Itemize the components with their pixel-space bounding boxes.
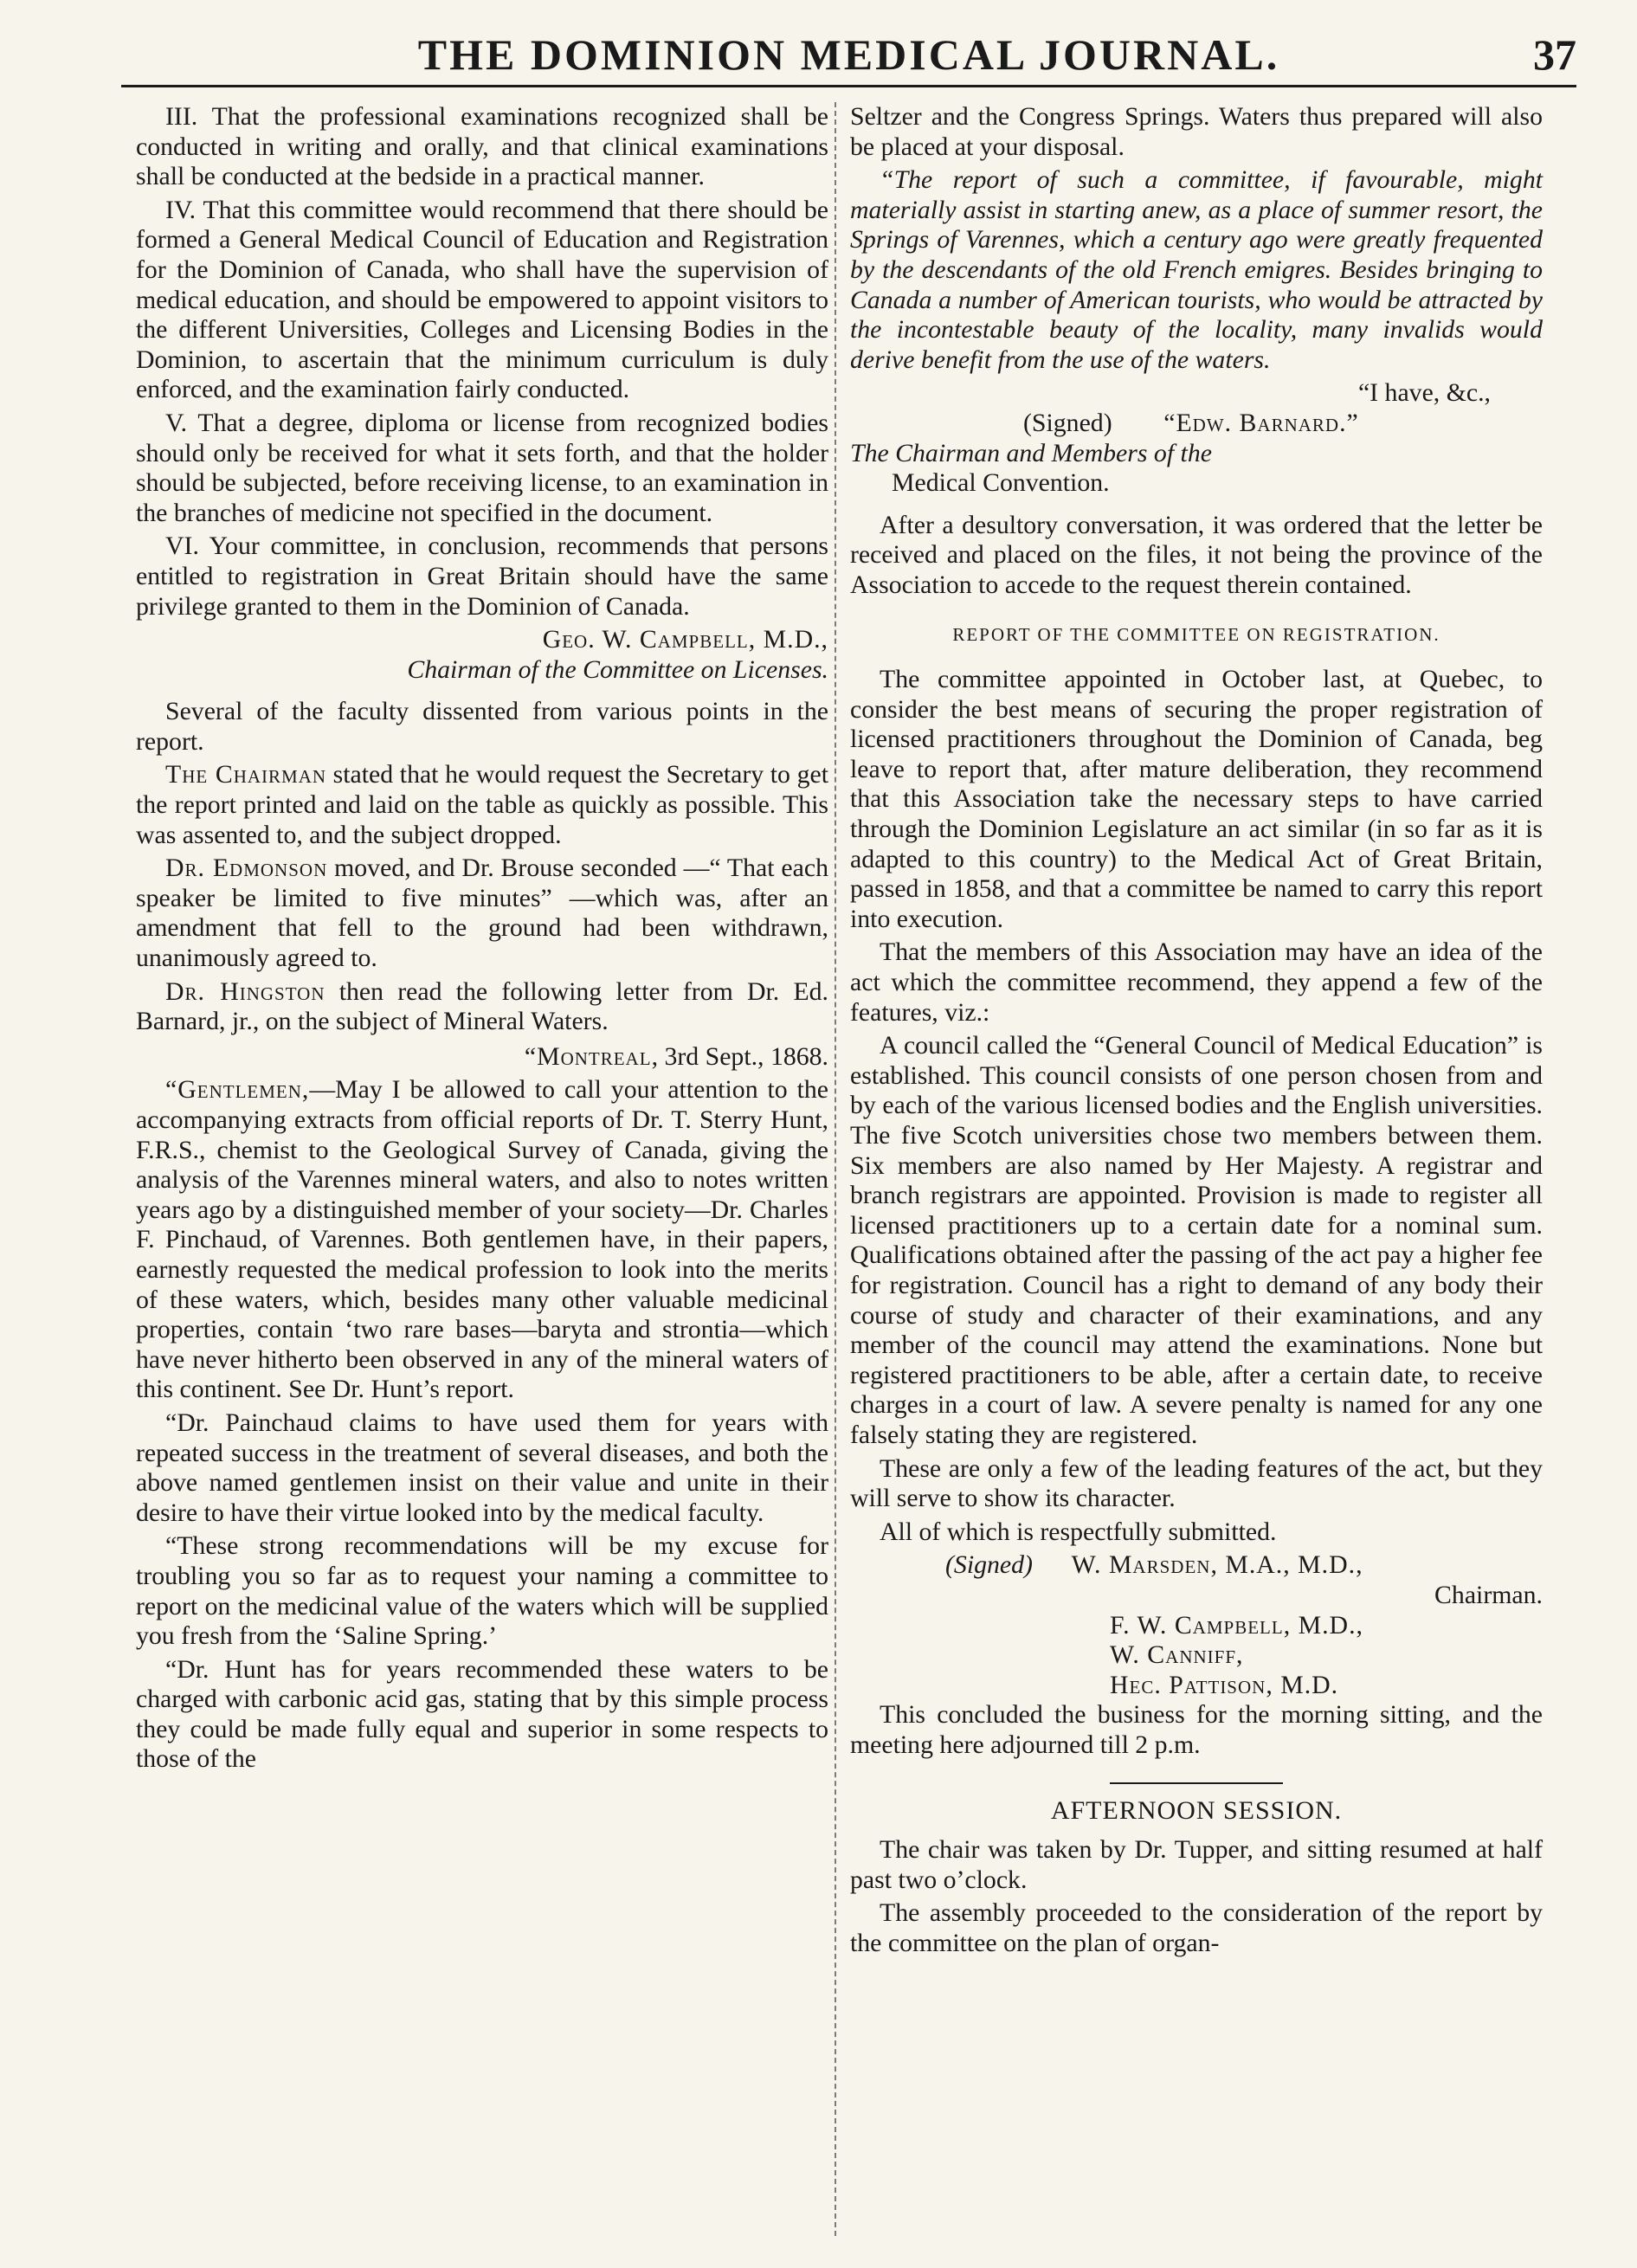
signature-role: Chairman of the Committee on Licenses. xyxy=(407,654,828,684)
paragraph-letter-intro: Dr. Hingston then read the following letter from Dr. Ed. Barnard, jr., on the subject of Mineral Waters. xyxy=(136,976,828,1036)
letter-body-1: “Gentlemen,—May I be allowed to call your attention to the accompanying extracts from official reports of Dr. T. Sterry Hunt, F.R.S., chemist to the Geological Survey of Canada, giving the analysis of the Varennes mineral waters, and also to notes written years ago by a distinguished member of your society—Dr. Charles F. Pinchaud, of Varennes. Both gentlemen have, in their papers, earnestly requested the medical profession to look into the merits of these waters, which, besides many other valuable medicinal properties, contain ‘two rare bases—baryta and strontia—which have never hitherto been observed in any of the mineral waters of this continent. See Dr. Hunt’s report. xyxy=(136,1075,828,1404)
resolution-iii: III. That the professional examinations recognized shall be conducted in writing and orally, and that clinical examinations shall be conducted at the bedside in a practical manner. xyxy=(136,102,828,191)
paragraph-dissent: Several of the faculty dissented from various points in the report. xyxy=(136,697,828,756)
letter-addressee: The Chairman and Members of the xyxy=(850,438,1212,467)
report-signature-3: W. Canniff, xyxy=(1110,1640,1244,1670)
letter-body-2: “Dr. Painchaud claims to have used them for years with repeated success in the treatment of several diseases, and both the above named gentlemen insist on their value and unite in their desire to have their virtue looked into by the medical faculty. xyxy=(136,1408,828,1527)
letter-dateline: “Montreal, 3rd Sept., 1868. xyxy=(524,1041,828,1071)
letter-body-5: Seltzer and the Congress Springs. Waters thus prepared will also be placed at your disposal. xyxy=(850,102,1543,161)
running-title: THE DOMINION MEDICAL JOURNAL. xyxy=(417,30,1280,79)
letter-signature: (Signed) “Edw. Barnard.” xyxy=(1023,408,1359,437)
speaker-name: The Chairman xyxy=(165,760,327,789)
resolution-v: V. That a degree, diploma or license from recognized bodies should only be received for what it sets forth, and that the holder should be subjected, before receiving license, to an examination in the branches of medicine not specified in the document. xyxy=(136,408,828,527)
report-signatures xyxy=(850,1550,1543,1700)
afternoon-paragraph-2: The assembly proceeded to the consideration of the report by the committee on the plan of organ- xyxy=(850,1898,1543,1957)
resolution-iv: IV. That this committee would recommend that there should be formed a General Medical Council of Education and Registration for the Dominion of Canada, who shall have the supervision of medical education, and should be empowered to appoint visitors to the different Universities, Colleges and Licensing Bodies in the Dominion, to ascertain that the minimum curriculum is duly enforced, and the examination fairly conducted. xyxy=(136,195,828,404)
speaker-name: Dr. Edmonson xyxy=(165,854,328,883)
paragraph-chairman: The Chairman stated that he would request the Secretary to get the report printed and laid on the table as quickly as possible. This was assented to, and the subject dropped. xyxy=(136,760,828,849)
afternoon-paragraph-1: The chair was taken by Dr. Tupper, and sitting resumed at half past two o’clock. xyxy=(850,1835,1543,1894)
letter-body-4: “Dr. Hunt has for years recommended these waters to be charged with carbonic acid gas, stating that by this simple process they could be made fully equal and superior in some respects to those of the xyxy=(136,1654,828,1774)
report-signature-2: F. W. Campbell, M.D., xyxy=(1110,1610,1363,1640)
column-divider xyxy=(835,102,836,2236)
paragraph-motion: Dr. Edmonson moved, and Dr. Brouse seconded —“ That each speaker be limited to five minutes” —which was, after an amendment that fell to the ground had been withdrawn, unanimously agreed to. xyxy=(136,854,828,973)
left-column xyxy=(136,102,828,1778)
report-signature-1: (Signed) W. Marsden, M.A., M.D., xyxy=(945,1550,1363,1580)
page-number: 37 xyxy=(1533,30,1576,79)
section-rule xyxy=(1110,1782,1283,1784)
section-heading: REPORT OF THE COMMITTEE ON REGISTRATION. xyxy=(952,623,1440,645)
right-column xyxy=(850,102,1543,1962)
paragraph-adjourn: This concluded the business for the morning sitting, and the meeting here adjourned till 2 p.m. xyxy=(850,1700,1543,1759)
letter-body-3: “These strong recommendations will be my excuse for troubling you so far as to request your naming a committee to report on the medicinal value of the waters which will be supplied you fresh from the ‘Saline Spring.’ xyxy=(136,1531,828,1651)
report-paragraph-4: These are only a few of the leading features of the act, but they will serve to show its character. xyxy=(850,1453,1543,1513)
report-paragraph-5: All of which is respectfully submitted. xyxy=(880,1517,1277,1546)
paragraph-conversation: After a desultory conversation, it was ordered that the letter be received and placed on the files, it not being the province of the Association to accede to the request therein contained. xyxy=(850,510,1543,599)
report-signature-4: Hec. Pattison, M.D. xyxy=(1110,1670,1339,1699)
letter-closing: “I have, &c., xyxy=(1357,378,1491,408)
letter-addressee-line2: Medical Convention. xyxy=(892,468,1110,498)
report-paragraph-1: The committee appointed in October last, at Quebec, to consider the best means of securing the proper registration of licensed practitioners throughout the Dominion of Canada, beg leave to report that, after mature deliberation, they recommend that this Association take the necessary steps to have carried through the Dominion Legislature an act similar (in so far as it is adapted to this country) to the Medical Act of Great Britain, passed in 1858, and that a committee be named to carry this report into execution. xyxy=(850,665,1543,933)
report-paragraph-3: A council called the “General Council of Medical Education” is established. This council consists of one person chosen from and by each of the various licensed bodies and the English universities. The five Scotch universities chose two members between them. Six members are also named by Her Majesty. A registrar and branch registrars are appointed. Provision is made to register all licensed practitioners up to a certain date for a nominal sum. Qualifications obtained after the passing of the act pay a higher fee for registration. Council has a right to demand of any body their course of study and character of their examinations, and any member of the council may attend the examinations. None but registered practitioners to be able, after a certain date, to receive charges in a court of law. A severe penalty is named for any one falsely stating they are registered. xyxy=(850,1031,1543,1449)
speaker-name: Dr. Hingston xyxy=(165,976,325,1006)
resolution-vi: VI. Your committee, in conclusion, recommends that persons entitled to registration in Great Britain should have the same privilege granted to them in the Dominion of Canada. xyxy=(136,532,828,621)
afternoon-heading: AFTERNOON SESSION. xyxy=(1050,1796,1343,1826)
running-header xyxy=(121,24,1576,87)
signature-name: Geo. W. Campbell, M.D., xyxy=(542,625,828,654)
letter-body-6: “The report of such a committee, if favourable, might materially assist in starting anew, as a place of summer resort, the Springs of Varennes, which a century ago were greatly frequented by the descendants of the old French emigres. Besides bringing to Canada a number of American tourists, who would be attracted by the incontestable beauty of the locality, many invalids would derive benefit from the use of the waters. xyxy=(850,165,1543,374)
report-signature-role: Chairman. xyxy=(1434,1580,1543,1609)
report-paragraph-2: That the members of this Association may have an idea of the act which the committee recommend, they append a few of the features, viz.: xyxy=(850,937,1543,1027)
